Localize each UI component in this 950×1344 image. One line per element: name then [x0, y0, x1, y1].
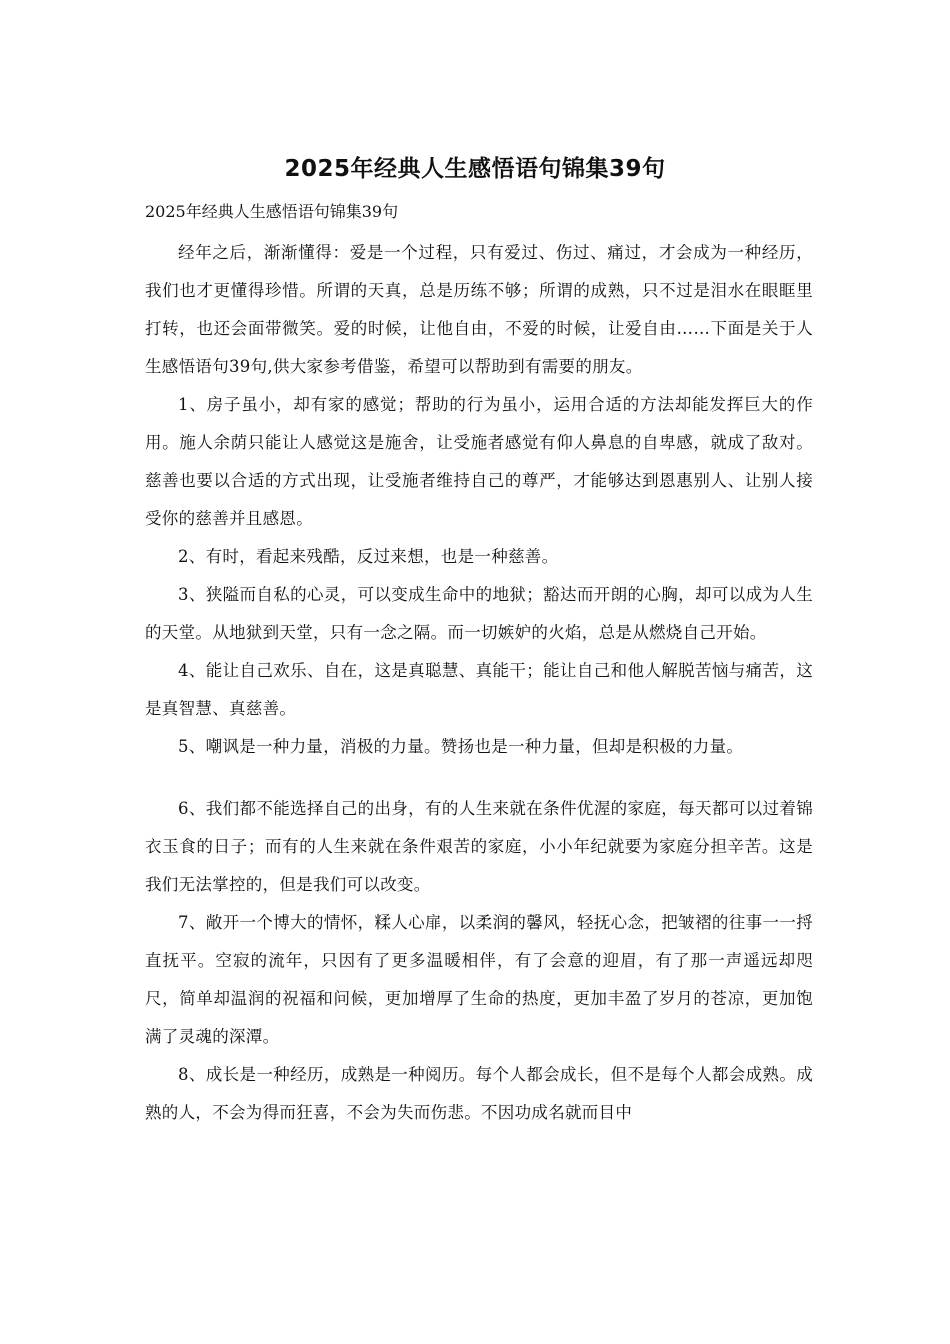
- document-title: 2025年经典人生感悟语句锦集39句: [284, 156, 666, 182]
- item-paragraph-5: 5、嘲讽是一种力量，消极的力量。赞扬也是一种力量，但却是积极的力量。: [178, 737, 744, 756]
- item-paragraph-3: 3、狭隘而自私的心灵，可以变成生命中的地狱；豁达而开朗的心胸，却可以成为人生的天堂。从地狱到天堂，只有一念之隔。而一切嫉妒的火焰，总是从燃烧自己开始。: [145, 585, 813, 642]
- document-body: [145, 234, 813, 1132]
- item-paragraph-7: 7、敞开一个博大的情怀，糅人心扉，以柔润的馨风，轻抚心念，把皱褶的往事一一捋直抚平。空寂的流年，只因有了更多温暖相伴，有了会意的迎眉，有了那一声遥远却咫尺，简单却温润的祝福和问候，更加增厚了生命的热度，更加丰盈了岁月的苍凉，更加饱满了灵魂的深潭。: [145, 913, 813, 1046]
- item-paragraph-8: 8、成长是一种经历，成熟是一种阅历。每个人都会成长，但不是每个人都会成熟。成熟的人，不会为得而狂喜，不会为失而伤悲。不因功成名就而目中: [145, 1065, 813, 1122]
- intro-paragraph: 经年之后，渐渐懂得：爱是一个过程，只有爱过、伤过、痛过，才会成为一种经历，我们也才更懂得珍惜。所谓的天真，总是历练不够；所谓的成熟，只不过是泪水在眼眶里打转，也还会面带微笑。爱的时候，让他自由，不爱的时候，让爱自由……下面是关于人生感悟语句39句,供大家参考借鉴，希望可以帮助到有需要的朋友。: [145, 243, 813, 376]
- item-paragraph-6: 6、我们都不能选择自己的出身，有的人生来就在条件优渥的家庭，每天都可以过着锦衣玉食的日子；而有的人生来就在条件艰苦的家庭，小小年纪就要为家庭分担辛苦。这是我们无法掌控的，但是我们可以改变。: [145, 799, 813, 894]
- item-paragraph-2: 2、有时，看起来残酷，反过来想，也是一种慈善。: [178, 547, 559, 566]
- item-paragraph-1: 1、房子虽小，却有家的感觉；帮助的行为虽小，运用合适的方法却能发挥巨大的作用。施人余荫只能让人感觉这是施舍，让受施者感觉有仰人鼻息的自卑感，就成了敌对。慈善也要以合适的方式出现，让受施者维持自己的尊严，才能够达到恩惠别人、让别人接受你的慈善并且感恩。: [145, 395, 813, 528]
- paragraph-gap: [145, 766, 813, 790]
- document-subtitle: 2025年经典人生感悟语句锦集39句: [145, 202, 399, 221]
- item-paragraph-4: 4、能让自己欢乐、自在，这是真聪慧、真能干；能让自己和他人解脱苦恼与痛苦，这是真智慧、真慈善。: [145, 661, 813, 718]
